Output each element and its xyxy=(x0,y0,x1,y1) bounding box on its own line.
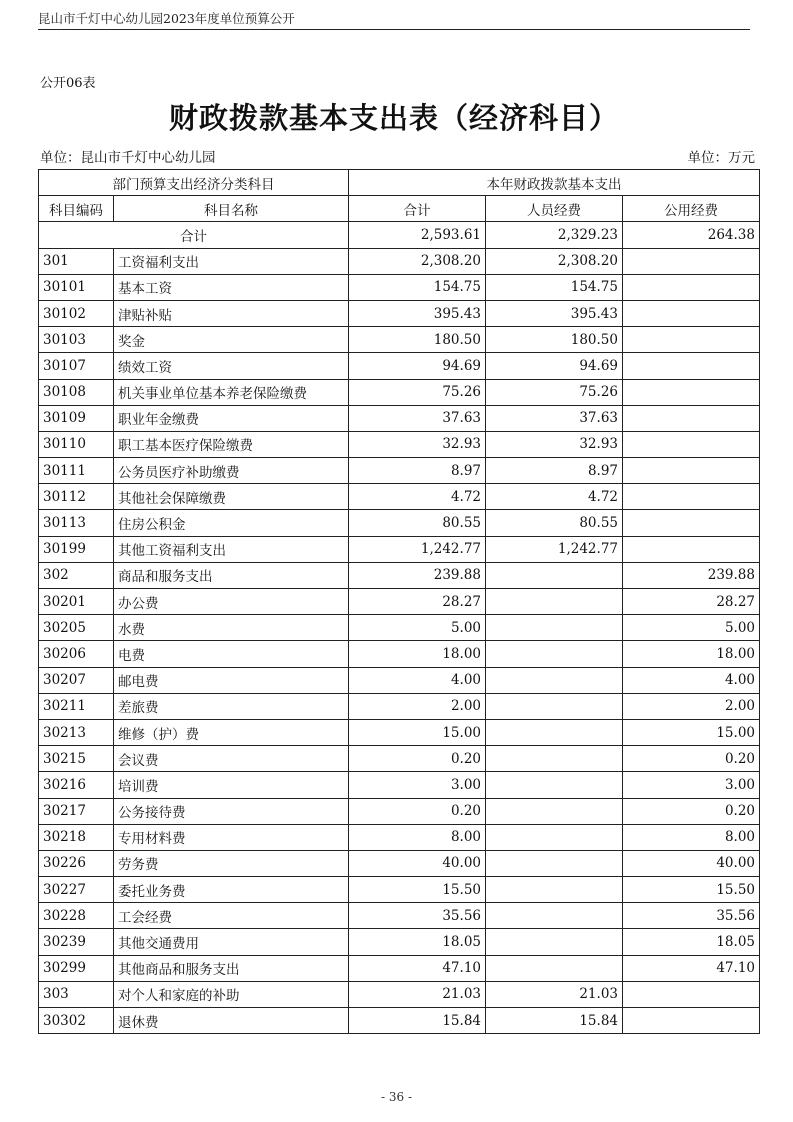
group-header-classification: 部门预算支出经济分类科目 xyxy=(39,170,349,196)
row-total: 15.84 xyxy=(349,1008,486,1034)
row-personnel: 154.75 xyxy=(486,274,623,300)
row-personnel: 1,242.77 xyxy=(486,536,623,562)
row-personnel xyxy=(486,615,623,641)
table-row xyxy=(39,327,760,353)
column-header-personnel: 人员经费 xyxy=(486,196,623,222)
row-public xyxy=(623,405,760,431)
row-total: 154.75 xyxy=(349,274,486,300)
table-row xyxy=(39,641,760,667)
row-personnel: 21.03 xyxy=(486,981,623,1007)
row-personnel xyxy=(486,824,623,850)
table-row xyxy=(39,719,760,745)
row-code: 301 xyxy=(39,248,114,274)
row-name: 委托业务费 xyxy=(114,877,349,903)
table-row xyxy=(39,824,760,850)
row-personnel xyxy=(486,877,623,903)
column-header-public: 公用经费 xyxy=(623,196,760,222)
row-total: 395.43 xyxy=(349,300,486,326)
table-row xyxy=(39,903,760,929)
total-row-public: 264.38 xyxy=(623,222,760,248)
row-public: 15.50 xyxy=(623,877,760,903)
row-public: 40.00 xyxy=(623,850,760,876)
row-public: 18.05 xyxy=(623,929,760,955)
table-row xyxy=(39,536,760,562)
row-code: 30218 xyxy=(39,824,114,850)
table-row xyxy=(39,353,760,379)
table-row xyxy=(39,300,760,326)
header-divider xyxy=(38,29,750,30)
row-total: 5.00 xyxy=(349,615,486,641)
row-personnel: 4.72 xyxy=(486,484,623,510)
row-name: 差旅费 xyxy=(114,693,349,719)
row-personnel xyxy=(486,562,623,588)
row-public: 15.00 xyxy=(623,719,760,745)
row-total: 15.00 xyxy=(349,719,486,745)
row-code: 30199 xyxy=(39,536,114,562)
row-total: 2.00 xyxy=(349,693,486,719)
row-total: 75.26 xyxy=(349,379,486,405)
column-header-total: 合计 xyxy=(349,196,486,222)
row-personnel: 8.97 xyxy=(486,458,623,484)
table-row xyxy=(39,693,760,719)
table-row xyxy=(39,877,760,903)
total-row-label: 合计 xyxy=(39,222,349,248)
row-name: 职业年金缴费 xyxy=(114,405,349,431)
row-personnel xyxy=(486,798,623,824)
row-code: 30109 xyxy=(39,405,114,431)
total-row-personnel: 2,329.23 xyxy=(486,222,623,248)
row-public: 0.20 xyxy=(623,746,760,772)
row-public xyxy=(623,274,760,300)
page-number: - 36 - xyxy=(380,1090,412,1104)
row-public xyxy=(623,431,760,457)
table-row xyxy=(39,798,760,824)
row-code: 30108 xyxy=(39,379,114,405)
row-total: 0.20 xyxy=(349,746,486,772)
table-row xyxy=(39,1008,760,1034)
row-code: 30112 xyxy=(39,484,114,510)
row-code: 30227 xyxy=(39,877,114,903)
row-code: 30201 xyxy=(39,589,114,615)
row-name: 公务接待费 xyxy=(114,798,349,824)
row-personnel: 180.50 xyxy=(486,327,623,353)
row-public: 18.00 xyxy=(623,641,760,667)
row-name: 工会经费 xyxy=(114,903,349,929)
running-header: 昆山市千灯中心幼儿园2023年度单位预算公开 xyxy=(38,11,295,26)
row-name: 维修（护）费 xyxy=(114,719,349,745)
row-total: 21.03 xyxy=(349,981,486,1007)
row-public xyxy=(623,981,760,1007)
row-personnel xyxy=(486,903,623,929)
row-public xyxy=(623,300,760,326)
table-row xyxy=(39,274,760,300)
row-total: 18.05 xyxy=(349,929,486,955)
row-personnel: 37.63 xyxy=(486,405,623,431)
row-name: 奖金 xyxy=(114,327,349,353)
row-name: 电费 xyxy=(114,641,349,667)
row-personnel xyxy=(486,667,623,693)
row-code: 30113 xyxy=(39,510,114,536)
row-name: 绩效工资 xyxy=(114,353,349,379)
row-public xyxy=(623,327,760,353)
row-personnel: 2,308.20 xyxy=(486,248,623,274)
row-code: 303 xyxy=(39,981,114,1007)
row-code: 30102 xyxy=(39,300,114,326)
row-code: 30226 xyxy=(39,850,114,876)
row-personnel: 75.26 xyxy=(486,379,623,405)
row-code: 30211 xyxy=(39,693,114,719)
row-personnel xyxy=(486,589,623,615)
total-row-total: 2,593.61 xyxy=(349,222,486,248)
row-public xyxy=(623,484,760,510)
row-total: 2,308.20 xyxy=(349,248,486,274)
row-public: 8.00 xyxy=(623,824,760,850)
row-total: 15.50 xyxy=(349,877,486,903)
row-name: 津贴补贴 xyxy=(114,300,349,326)
row-total: 18.00 xyxy=(349,641,486,667)
row-personnel xyxy=(486,850,623,876)
row-public: 28.27 xyxy=(623,589,760,615)
row-personnel xyxy=(486,929,623,955)
row-personnel xyxy=(486,955,623,981)
row-code: 30111 xyxy=(39,458,114,484)
row-public xyxy=(623,353,760,379)
row-code: 30217 xyxy=(39,798,114,824)
table-code: 公开06表 xyxy=(40,76,96,91)
row-code: 30107 xyxy=(39,353,114,379)
row-name: 基本工资 xyxy=(114,274,349,300)
row-public: 4.00 xyxy=(623,667,760,693)
row-personnel: 395.43 xyxy=(486,300,623,326)
row-total: 28.27 xyxy=(349,589,486,615)
row-code: 30228 xyxy=(39,903,114,929)
total-row xyxy=(39,222,760,248)
row-total: 4.72 xyxy=(349,484,486,510)
row-name: 住房公积金 xyxy=(114,510,349,536)
unit-organization: 单位：昆山市千灯中心幼儿园 xyxy=(40,150,216,166)
row-name: 对个人和家庭的补助 xyxy=(114,981,349,1007)
group-header-basic-expenditure: 本年财政拨款基本支出 xyxy=(349,170,760,196)
table-row xyxy=(39,458,760,484)
row-personnel: 94.69 xyxy=(486,353,623,379)
column-header-row xyxy=(39,196,760,222)
table-row xyxy=(39,510,760,536)
column-header-name: 科目名称 xyxy=(114,196,349,222)
row-name: 其他工资福利支出 xyxy=(114,536,349,562)
table-row xyxy=(39,772,760,798)
table-row xyxy=(39,562,760,588)
row-total: 35.56 xyxy=(349,903,486,929)
row-public: 47.10 xyxy=(623,955,760,981)
row-total: 180.50 xyxy=(349,327,486,353)
row-total: 4.00 xyxy=(349,667,486,693)
table-row xyxy=(39,484,760,510)
row-name: 专用材料费 xyxy=(114,824,349,850)
row-code: 30299 xyxy=(39,955,114,981)
row-personnel xyxy=(486,746,623,772)
row-total: 8.00 xyxy=(349,824,486,850)
table-row xyxy=(39,405,760,431)
row-name: 公务员医疗补助缴费 xyxy=(114,458,349,484)
row-code: 30302 xyxy=(39,1008,114,1034)
row-name: 培训费 xyxy=(114,772,349,798)
row-personnel: 80.55 xyxy=(486,510,623,536)
row-personnel: 15.84 xyxy=(486,1008,623,1034)
row-public xyxy=(623,458,760,484)
row-total: 3.00 xyxy=(349,772,486,798)
table-row xyxy=(39,746,760,772)
row-code: 30239 xyxy=(39,929,114,955)
row-code: 30216 xyxy=(39,772,114,798)
row-name: 工资福利支出 xyxy=(114,248,349,274)
table-row xyxy=(39,431,760,457)
row-name: 水费 xyxy=(114,615,349,641)
row-name: 退休费 xyxy=(114,1008,349,1034)
table-row xyxy=(39,929,760,955)
row-name: 办公费 xyxy=(114,589,349,615)
unit-currency: 单位：万元 xyxy=(687,150,755,166)
table-row xyxy=(39,850,760,876)
row-code: 30206 xyxy=(39,641,114,667)
row-personnel xyxy=(486,641,623,667)
row-name: 其他商品和服务支出 xyxy=(114,955,349,981)
row-total: 1,242.77 xyxy=(349,536,486,562)
row-personnel xyxy=(486,719,623,745)
row-code: 30101 xyxy=(39,274,114,300)
row-public: 35.56 xyxy=(623,903,760,929)
row-code: 30110 xyxy=(39,431,114,457)
row-total: 32.93 xyxy=(349,431,486,457)
row-total: 8.97 xyxy=(349,458,486,484)
table-row xyxy=(39,981,760,1007)
row-public: 5.00 xyxy=(623,615,760,641)
row-public xyxy=(623,1008,760,1034)
row-name: 劳务费 xyxy=(114,850,349,876)
row-public: 239.88 xyxy=(623,562,760,588)
row-name: 会议费 xyxy=(114,746,349,772)
row-name: 职工基本医疗保险缴费 xyxy=(114,431,349,457)
table-row xyxy=(39,615,760,641)
row-total: 239.88 xyxy=(349,562,486,588)
row-public xyxy=(623,510,760,536)
row-code: 302 xyxy=(39,562,114,588)
row-total: 80.55 xyxy=(349,510,486,536)
row-name: 商品和服务支出 xyxy=(114,562,349,588)
row-public: 3.00 xyxy=(623,772,760,798)
table-row xyxy=(39,589,760,615)
row-total: 40.00 xyxy=(349,850,486,876)
table-row xyxy=(39,248,760,274)
row-name: 其他社会保障缴费 xyxy=(114,484,349,510)
row-code: 30213 xyxy=(39,719,114,745)
row-code: 30103 xyxy=(39,327,114,353)
row-total: 94.69 xyxy=(349,353,486,379)
row-total: 0.20 xyxy=(349,798,486,824)
row-total: 47.10 xyxy=(349,955,486,981)
row-public xyxy=(623,248,760,274)
row-code: 30207 xyxy=(39,667,114,693)
table-row xyxy=(39,379,760,405)
row-personnel xyxy=(486,772,623,798)
table-body xyxy=(39,222,760,1034)
row-personnel xyxy=(486,693,623,719)
row-code: 30205 xyxy=(39,615,114,641)
group-header-row xyxy=(39,170,760,196)
row-name: 其他交通费用 xyxy=(114,929,349,955)
row-personnel: 32.93 xyxy=(486,431,623,457)
budget-table xyxy=(38,169,760,1034)
row-code: 30215 xyxy=(39,746,114,772)
row-public: 2.00 xyxy=(623,693,760,719)
table-row xyxy=(39,667,760,693)
row-total: 37.63 xyxy=(349,405,486,431)
page-title: 财政拨款基本支出表（经济科目） xyxy=(168,101,619,135)
column-header-code: 科目编码 xyxy=(39,196,114,222)
table-row xyxy=(39,955,760,981)
row-name: 机关事业单位基本养老保险缴费 xyxy=(114,379,349,405)
row-public xyxy=(623,379,760,405)
row-name: 邮电费 xyxy=(114,667,349,693)
row-public xyxy=(623,536,760,562)
row-public: 0.20 xyxy=(623,798,760,824)
